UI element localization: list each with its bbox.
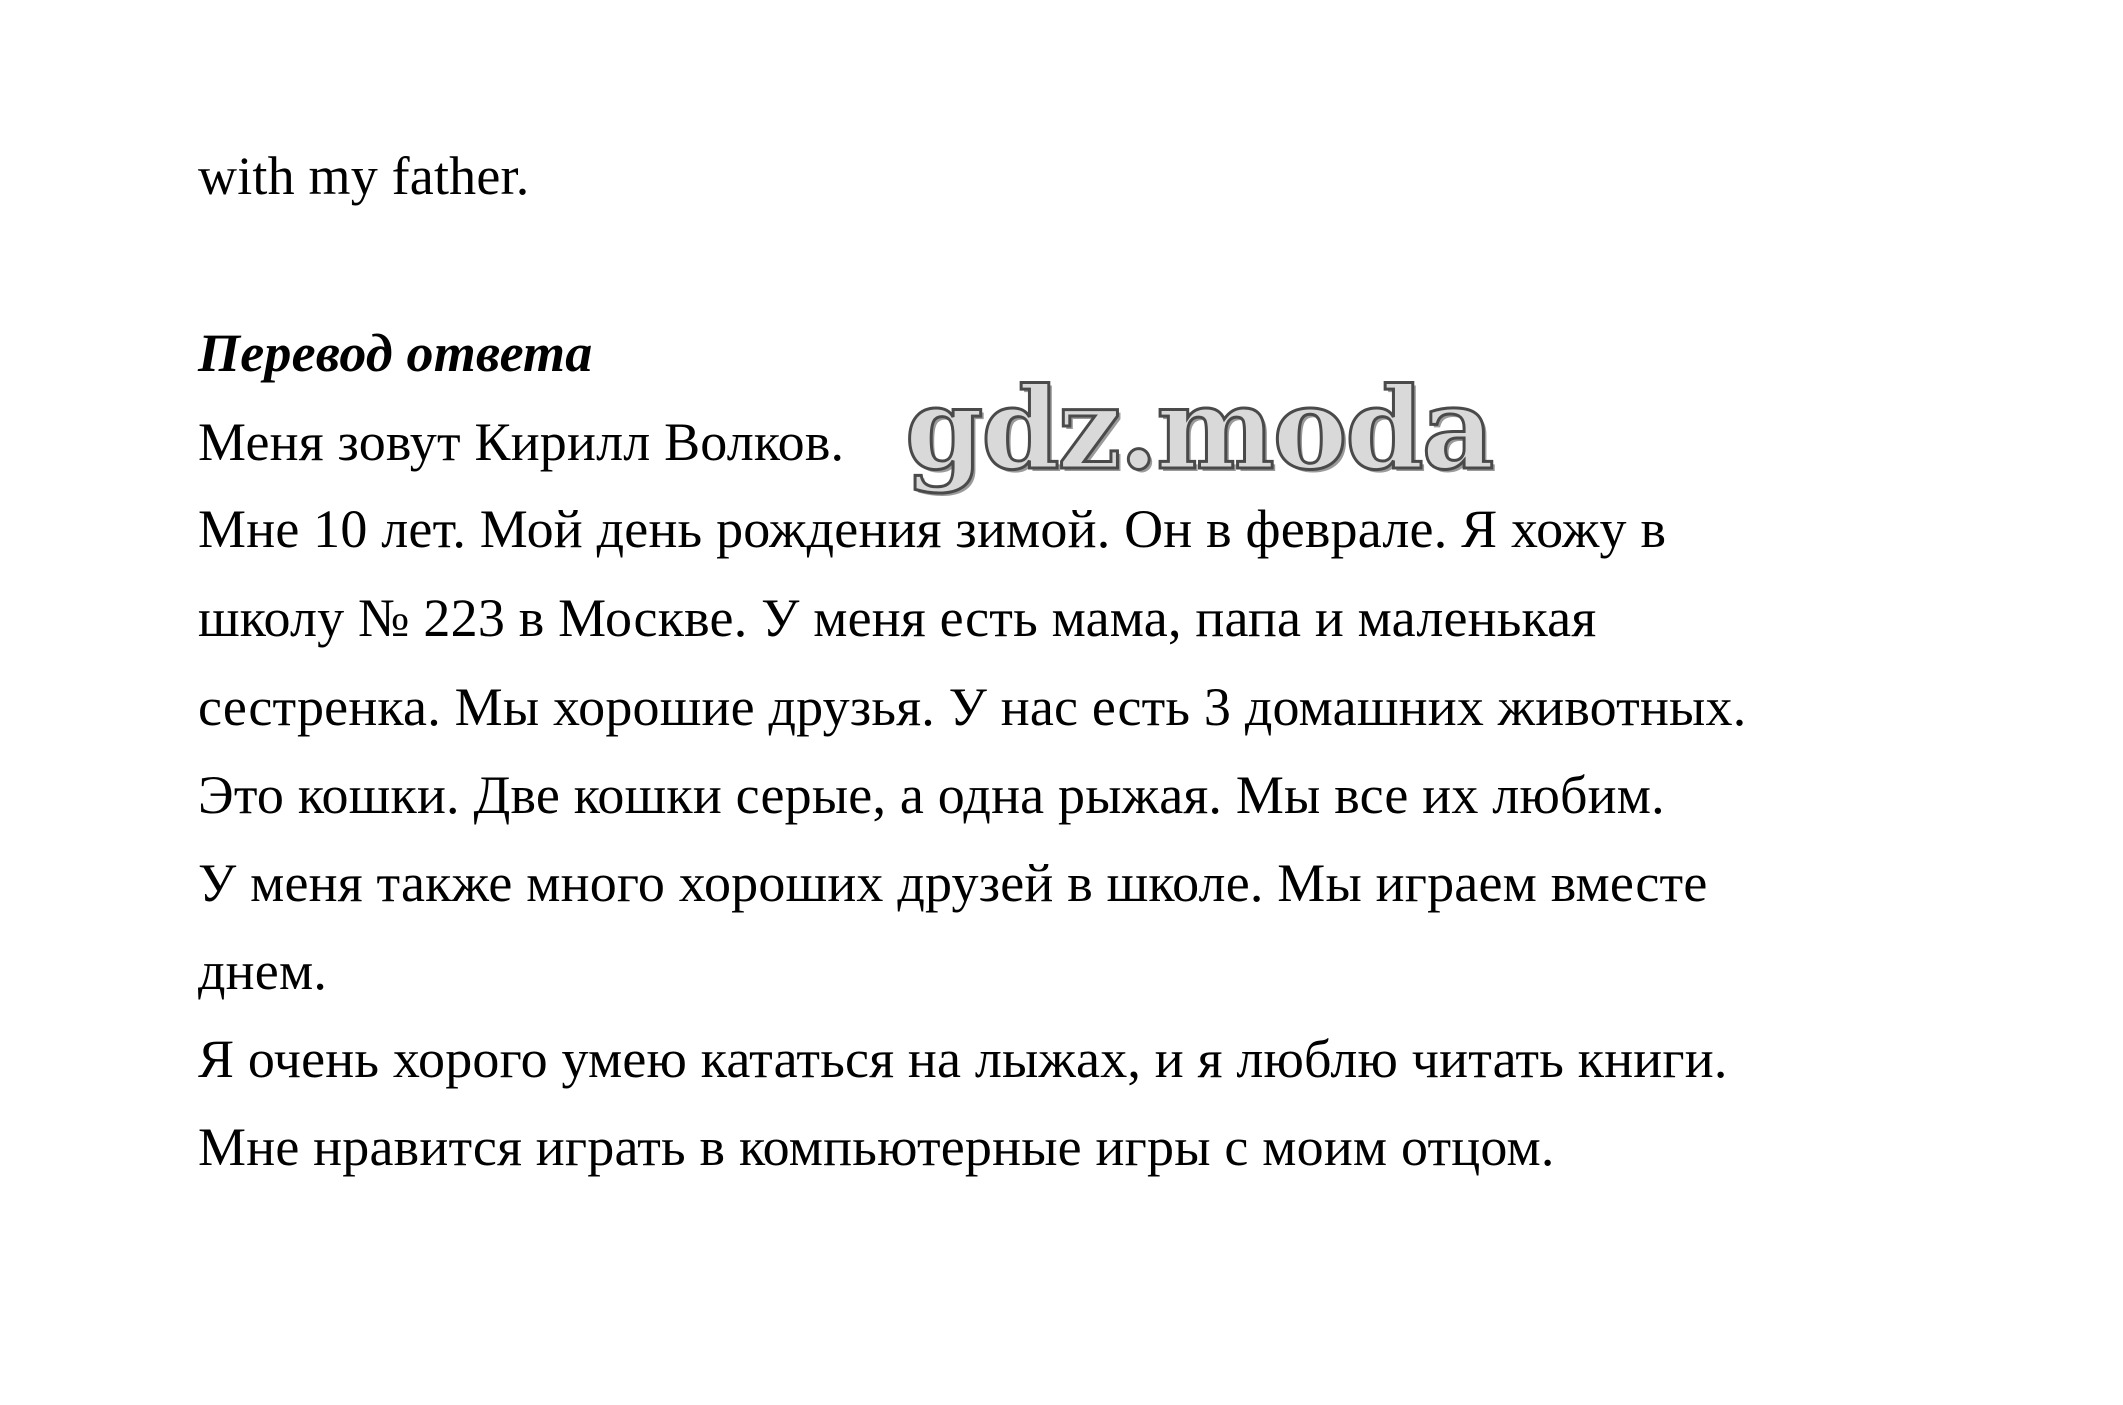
text-line: Мне 10 лет. Мой день рождения зимой. Он в феврале. Я хожу в — [198, 499, 1667, 559]
watermark-logo: gdz.moda — [905, 364, 1493, 495]
text-line: днем. — [198, 941, 328, 1001]
text-line: Это кошки. Две кошки серые, а одна рыжая. Мы все их любим. — [198, 765, 1665, 825]
text-line: школу № 223 в Москве. У меня есть мама, папа и маленькая — [198, 588, 1597, 648]
text-line: Мне нравится играть в компьютерные игры с моим отцом. — [198, 1117, 1555, 1177]
text-line: Меня зовут Кирилл Волков. — [198, 412, 845, 472]
text-line: with my father. — [198, 146, 530, 206]
text-line: сестренка. Мы хорошие друзья. У нас есть 3 домашних животных. — [198, 677, 1747, 737]
section-heading: Перевод ответа — [198, 323, 593, 383]
text-line: У меня также много хороших друзей в школе. Мы играем вместе — [198, 853, 1708, 913]
text-line: Я очень хорого умею кататься на лыжах, и я люблю читать книги. — [198, 1029, 1728, 1089]
